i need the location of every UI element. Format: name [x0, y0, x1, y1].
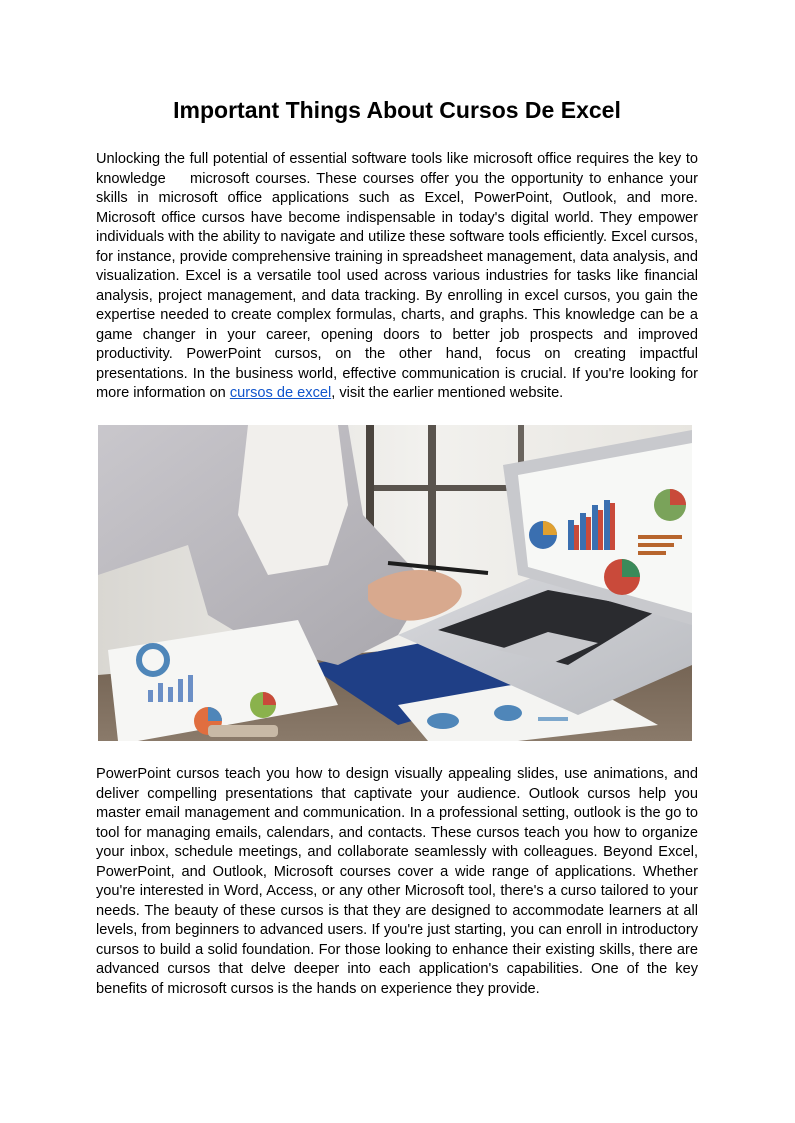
body-paragraph: PowerPoint cursos teach you how to design visually appealing slides, use animations, and deliver compelling presentations that captivate your audience. Outlook cursos help you master email management and communication. In a professional setting, outlook is the go to tool for managing emails, calendars, and contacts. These cursos teach you how to organize your inbox, schedule meetings, and collaborate seamlessly with colleagues. Beyond Excel, PowerPoint, and Outlook, Microsoft courses cover a wide range of applications. Whether you're interested in Word, Access, or any other Microsoft tool, there's a curso tailored to your needs. The beauty of these cursos is that they are designed to accommodate learners at all levels, from beginners to advanced users. If you're just starting, you can enroll in introductory cursos to build a solid foundation. For those looking to enhance their existing skills, there are advanced cursos that delve deeper into each application's capabilities. One of the key benefits of microsoft cursos is the hands on experience they provide.: [96, 766, 698, 997]
cursos-de-excel-link[interactable]: cursos de excel: [229, 385, 332, 401]
page-title: Important Things About Cursos De Excel: [173, 97, 621, 123]
intro-paragraph: [96, 150, 698, 404]
intro-text: Unlocking the full potential of essential software tools like microsoft office requires the key to knowledge microsoft courses. These courses offer you the opportunity to enhance your skills in microsoft office applications such as Excel, PowerPoint, Outlook, and more. Microsoft office cursos have become indispensable in today's digital world. They empower individuals with the ability to navigate and utilize these software tools efficiently. Excel cursos, for instance, provide comprehensive training in spreadsheet management, data analysis, and visualization. Excel is a versatile tool used across various industries for tasks like financial analysis, project management, and data tracking. By enrolling in excel cursos, you gain the expertise needed to create complex formulas, charts, and graphs. This knowledge can be a game changer in your career, opening doors to better job prospects and improved productivity. PowerPoint cursos, on the other hand, focus on creating impactful presentations. In the business world, effective communication is crucial. If you're looking for more information on: [96, 151, 698, 401]
intro-text-end: , visit the earlier mentioned website.: [331, 385, 564, 401]
office-laptop-photo: [98, 425, 692, 741]
